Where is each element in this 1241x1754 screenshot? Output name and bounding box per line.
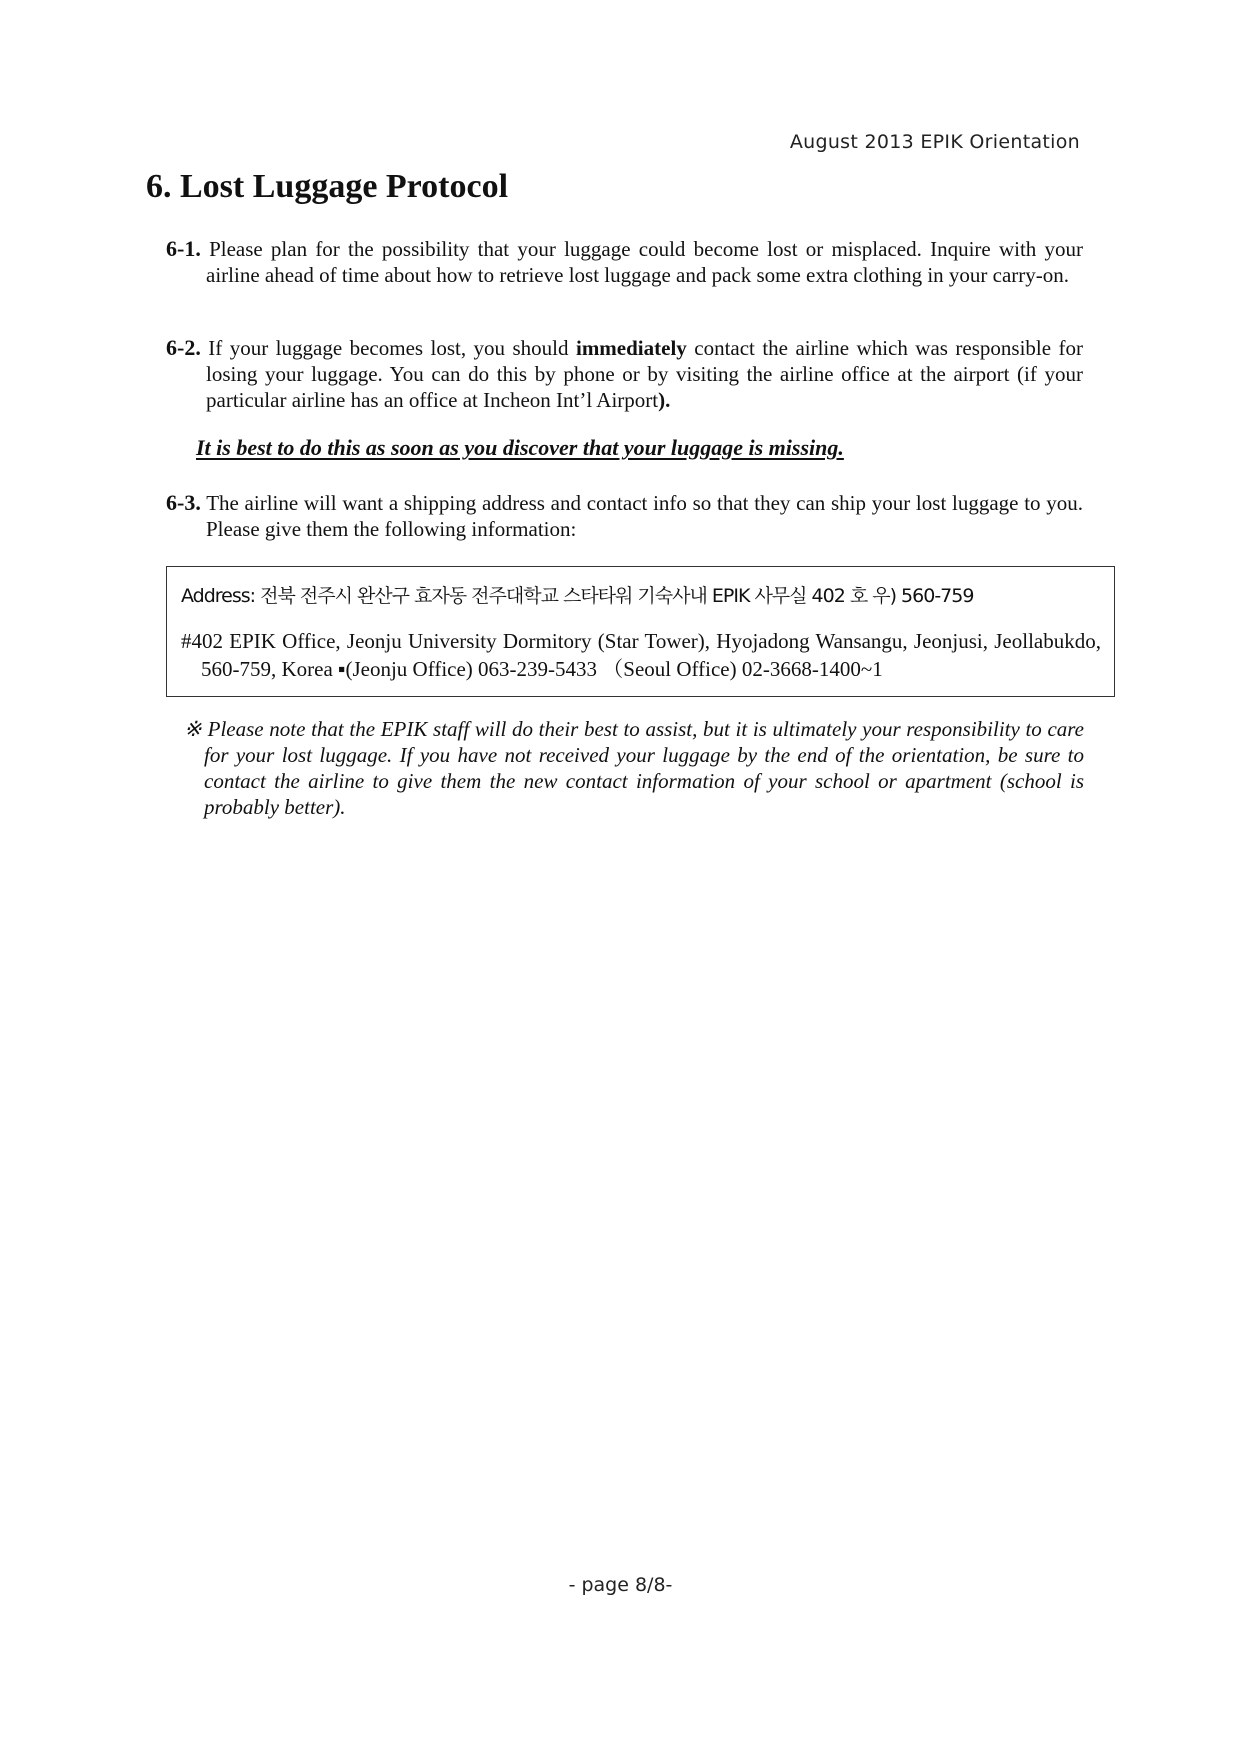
item-text-after: contact the airline which was responsible for losing your luggage. You can do this by phone or by visiting the airline office at the airport (if your particular airline has an office at Incheon Int’l Airport (206, 336, 1084, 412)
item-number: 6-3. (166, 490, 201, 515)
item-text-end: ). (658, 388, 671, 412)
item-bold-word: immediately (575, 336, 687, 360)
section-title: 6. Lost Luggage Protocol (146, 168, 509, 205)
emphasis-note: It is best to do this as soon as you discover that your luggage is missing. (196, 435, 844, 460)
item-text: Please plan for the possibility that your luggage could become lost or misplaced. Inquire with your airline ahead of time about how to retrieve lost luggage and pack some extra clothing in your carry-on. (206, 237, 1083, 287)
address-box (166, 566, 1115, 697)
item-text-before: If your luggage becomes lost, you should (208, 336, 569, 360)
item-6-1 (166, 236, 1083, 288)
page-number: - page 8/8- (568, 1574, 673, 1596)
item-6-3 (166, 490, 1083, 542)
item-text: The airline will want a shipping address and contact info so that they can ship your lost luggage to you. Please give them the following information: (206, 491, 1084, 541)
item-number: 6-2. (166, 335, 201, 360)
item-6-2 (166, 335, 1083, 413)
staff-note: ※ Please note that the EPIK staff will do their best to assist, but it is ultimately your responsibility to care for your lost luggage. If you have not received your luggage by the end of the orientation, be sure to contact the airline to give them the new contact information of your school or apartment (school is probably better). (184, 717, 1084, 819)
item-number: 6-1. (166, 236, 201, 261)
address-korean: Address: 전북 전주시 완산구 효자동 전주대학교 스타타워 기숙사내 EPIK 사무실 402 호 우) 560-759 (181, 585, 974, 607)
document-header: August 2013 EPIK Orientation (789, 131, 1080, 153)
address-english: #402 EPIK Office, Jeonju University Dormitory (Star Tower), Hyojadong Wansangu, Jeonjusi, Jeollabukdo, 560-759, Korea ▪(Jeonju Office) 063-239-5433 （Seoul Office) 02-3668-1400~1 (181, 629, 1101, 681)
